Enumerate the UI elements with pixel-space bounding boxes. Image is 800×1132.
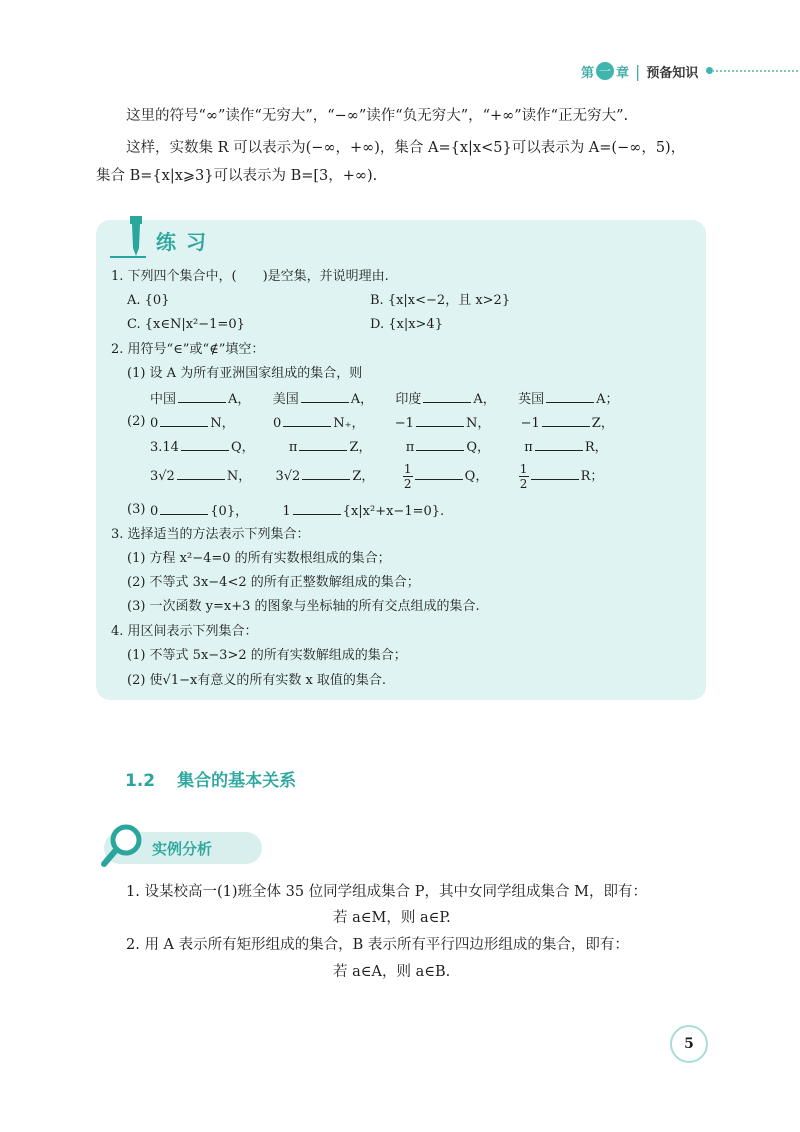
intro-line-3: 集合 B={x|x⩾3}可以表示为 B=[3，+∞). [96, 168, 378, 184]
page-number: 5 [670, 1025, 708, 1063]
q4-1: (1) 不等式 5x−3>2 的所有实数解组成的集合； [127, 648, 407, 663]
q1-option-c: C. {x∈N|x²−1=0} [127, 317, 245, 332]
section-heading [125, 766, 296, 791]
q2-2-row-1: 0 N， 0 N₊， −1 N， −1 Z， [150, 412, 614, 434]
intro-line-2: 这样，实数集 R 可以表示为(−∞，+∞)，集合 A={x|x<5}可以表示为 A=(−∞，5)， [126, 140, 686, 156]
running-header [581, 61, 698, 81]
q2-1-row: 中国 A， 美国 A， 印度 A， 英国 A； [150, 388, 618, 410]
q4-2: (2) 使√1−x有意义的所有实数 x 取值的集合. [127, 673, 387, 688]
example-1-conclusion: 若 a∈M，则 a∈P. [333, 910, 451, 926]
exercise-title: 练习 [156, 230, 216, 254]
q2: 2. 用符号“∈”或“∉”填空： [111, 342, 265, 357]
q2-3-row: 0 {0}， 1 {x|x²+x−1=0}. [150, 500, 444, 522]
header-rule [712, 70, 798, 72]
chapter-title: 预备知识 [646, 65, 699, 81]
q2-3-label: (3) [127, 502, 146, 517]
section-title: 集合的基本关系 [177, 771, 297, 791]
intro-line-1: 这里的符号“∞”读作“无穷大”，“−∞”读作“负无穷大”，“+∞”读作“正无穷大”. [126, 108, 629, 124]
example-analysis-label: 实例分析 [152, 840, 213, 858]
header-separator: | [635, 61, 641, 81]
q1-option-b: B. {x|x<−2，且 x>2} [370, 293, 511, 308]
fraction-one-half: $\frac{1}{2}$ [403, 462, 412, 491]
q4: 4. 用区间表示下列集合： [111, 624, 258, 639]
magnifier-icon [92, 818, 152, 878]
q2-2-row-2: 3.14 Q， π Z， π Q， π R， [150, 436, 608, 458]
q3-2: (2) 不等式 3x−4<2 的所有正整数解组成的集合； [127, 575, 420, 590]
chapter-number-badge: 一 [596, 62, 614, 80]
q1-option-a: A. {0} [127, 293, 170, 308]
fraction-one-half-2: $\frac{1}{2}$ [519, 462, 528, 491]
q3: 3. 选择适当的方法表示下列集合： [111, 527, 310, 542]
chapter-prefix: 第 [581, 65, 595, 81]
q3-3: (3) 一次函数 y=x+3 的图象与坐标轴的所有交点组成的集合. [127, 599, 480, 614]
q2-2-row-3: 3√2 N， 3√2 Z， $\frac{1}{2}$ Q， $\frac{1}{2}$ R； [150, 462, 604, 491]
example-2-conclusion: 若 a∈A，则 a∈B. [333, 964, 451, 980]
q2-1: (1) 设 A 为所有亚洲国家组成的集合，则 [127, 366, 363, 381]
q1-option-d: D. {x|x>4} [370, 317, 443, 332]
q1: 1. 下列四个集合中，( )是空集，并说明理由. [111, 269, 389, 284]
q2-2-label: (2) [127, 414, 146, 429]
section-number: 1.2 [125, 771, 156, 791]
example-2: 2. 用 A 表示所有矩形组成的集合，B 表示所有平行四边形组成的集合，即有： [126, 937, 629, 953]
exercise-heading [110, 212, 250, 262]
example-1: 1. 设某校高一(1)班全体 35 位同学组成集合 P，其中女同学组成集合 M，即有： [126, 884, 647, 900]
chapter-suffix: 章 [616, 65, 630, 81]
pen-icon [110, 212, 154, 262]
q3-1: (1) 方程 x²−4=0 的所有实数根组成的集合； [127, 551, 391, 566]
